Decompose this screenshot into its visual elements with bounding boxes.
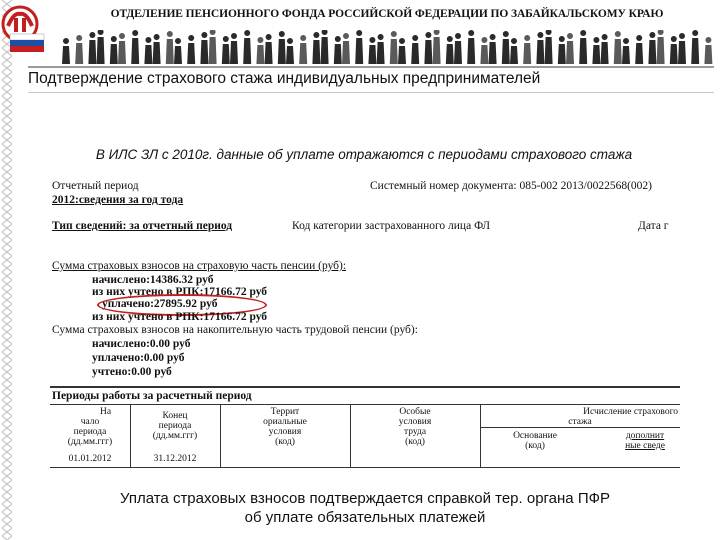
- period-value: 2012:сведения за год тода: [52, 194, 184, 206]
- footer-note: Уплата страховых взносов подтверждается справкой тер. органа ПФР об уплате обязательных платежей: [119, 490, 611, 526]
- periods-table: [50, 404, 680, 468]
- row-end-date: 31.12.2012: [153, 454, 197, 464]
- counted-in-rpk-1: из них учтено в РПК:17166.72 руб: [92, 286, 268, 298]
- category-code: Код категории застрахованного лица ФЛ: [292, 220, 491, 232]
- col-additional: дополнит ные сведе: [625, 431, 665, 451]
- counted-funded: учтено:0.00 руб: [92, 366, 172, 378]
- col-territorial: Террит ориальные условия (код): [263, 407, 307, 447]
- col-special: Особые условия труда (код): [398, 407, 432, 447]
- period-label: Отчетный период: [52, 180, 139, 192]
- decorative-border: [2, 0, 12, 540]
- col-end: Конец периода (дд.мм.ггг): [152, 411, 198, 441]
- funded-sum-heading: Сумма страховых взносов на накопительную часть трудовой пенсии (руб):: [52, 324, 418, 336]
- crowd-banner-icon: [60, 30, 715, 64]
- col-start: На чало периода (дд.мм.ггг): [67, 407, 113, 447]
- counted-in-rpk-2: из них учтено в РПК:17166.72 руб: [92, 311, 268, 323]
- table-divider: [50, 386, 680, 388]
- divider: [28, 66, 714, 68]
- accrued-insurance: начислено:14386.32 руб: [92, 274, 214, 286]
- paid-insurance: уплачено:27895.92 руб: [102, 298, 218, 310]
- document-scan: [40, 178, 680, 483]
- page-title: Подтверждение страхового стажа индивидуальных предпринимателей: [28, 70, 541, 87]
- org-header: ОТДЕЛЕНИЕ ПЕНСИОННОГО ФОНДА РОССИЙСКОЙ ФЕДЕРАЦИИ ПО ЗАБАЙКАЛЬСКОМУ КРАЮ: [110, 8, 664, 20]
- paid-funded: уплачено:0.00 руб: [92, 352, 185, 364]
- work-periods-heading: Периоды работы за расчетный период: [52, 390, 252, 402]
- info-type: Тип сведений: за отчетный период: [52, 220, 233, 232]
- insurance-sum-heading: Сумма страховых взносов на страховую часть пенсии (руб):: [52, 260, 347, 272]
- system-number: Системный номер документа: 085-002 2013/0022568(002): [370, 180, 652, 192]
- pfr-logo-icon: [0, 4, 52, 56]
- row-start-date: 01.01.2012: [68, 454, 112, 464]
- date-label: Дата г: [638, 220, 669, 232]
- subtitle: В ИЛС ЗЛ с 2010г. данные об уплате отражаются с периодами страхового стажа: [95, 147, 633, 162]
- accrued-funded: начислено:0.00 руб: [92, 338, 191, 350]
- divider: [28, 92, 714, 93]
- col-basis: Основание (код): [513, 431, 557, 451]
- col-calculation: Исчисление страхового стажа: [568, 407, 678, 427]
